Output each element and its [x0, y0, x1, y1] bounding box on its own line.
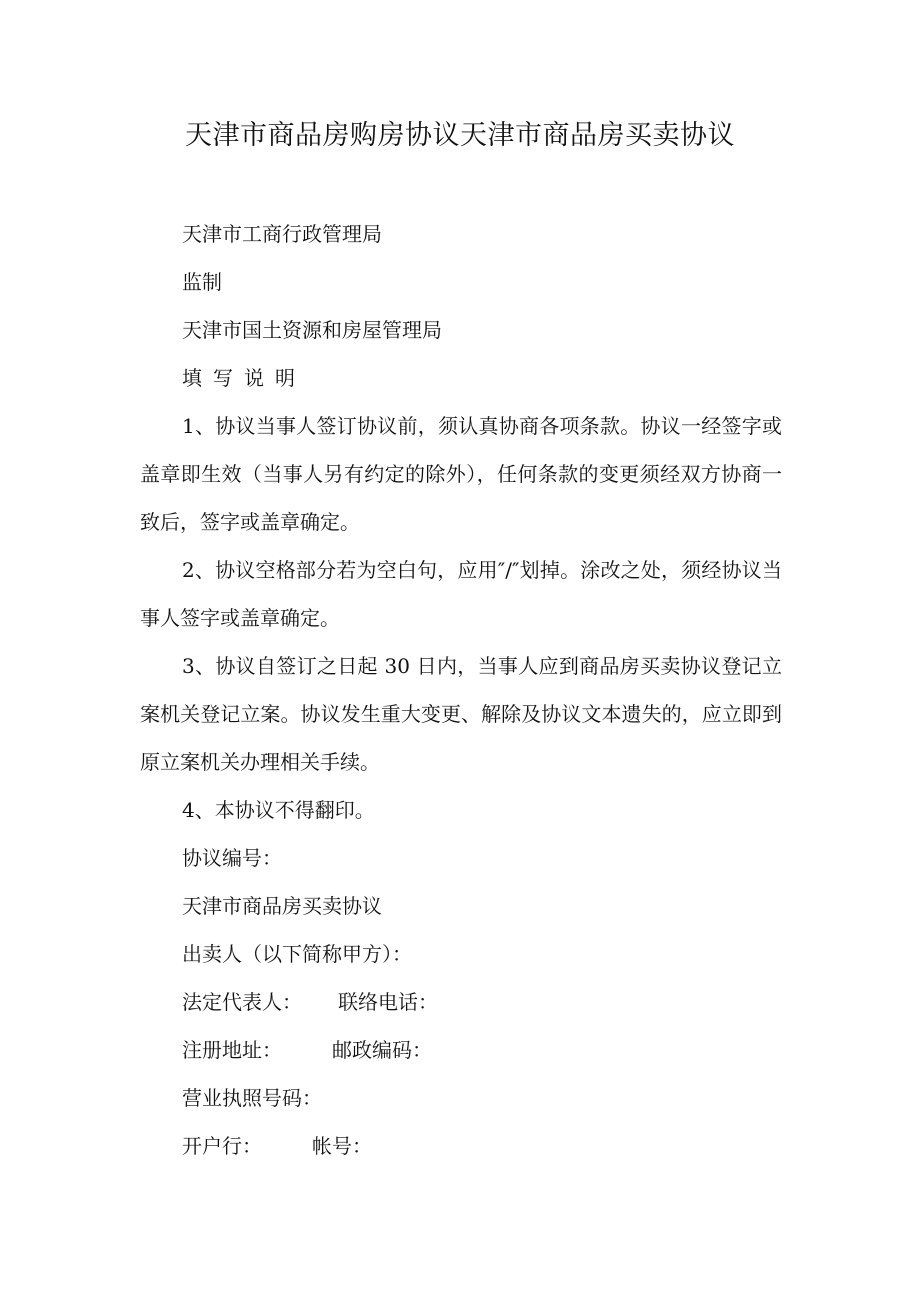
instructions-heading: 填写说明	[182, 366, 306, 390]
postcode-label: 邮政编码：	[332, 1038, 432, 1062]
document-body	[140, 210, 782, 1170]
legal-rep-row	[140, 978, 782, 1026]
bank-label: 开户行：	[182, 1134, 262, 1158]
license-label: 营业执照号码：	[182, 1086, 322, 1110]
issuer-line-2: 监制	[182, 270, 222, 294]
instruction-item-3: 3、协议自签订之日起 30 日内，当事人应到商品房买卖协议登记立案机关登记立案。协议发生重大变更、解除及协议文本遗失的，应立即到原立案机关办理相关手续。	[140, 654, 782, 774]
seller-label: 出卖人（以下简称甲方）：	[182, 942, 412, 966]
phone-label: 联络电话：	[338, 990, 438, 1014]
address-row	[140, 1026, 782, 1074]
instruction-item-4: 4、本协议不得翻印。	[182, 798, 375, 822]
license-row	[140, 1074, 782, 1122]
contract-number-label: 协议编号：	[182, 846, 282, 870]
account-label: 帐号：	[312, 1134, 372, 1158]
bank-row	[140, 1122, 782, 1170]
address-label: 注册地址：	[182, 1038, 282, 1062]
issuer-line-1: 天津市工商行政管理局	[182, 222, 382, 246]
legal-rep-label: 法定代表人：	[182, 990, 302, 1014]
issuer-line-3: 天津市国土资源和房屋管理局	[182, 318, 442, 342]
contract-title: 天津市商品房买卖协议	[182, 894, 382, 918]
document-title: 天津市商品房购房协议天津市商品房买卖协议	[185, 120, 735, 151]
instruction-item-1: 1、协议当事人签订协议前，须认真协商各项条款。协议一经签字或盖章即生效（当事人另有约定的除外），任何条款的变更须经双方协商一致后，签字或盖章确定。	[140, 414, 782, 534]
instruction-item-2: 2、协议空格部分若为空白句，应用″/″划掉。涂改之处，须经协议当事人签字或盖章确定。	[140, 558, 782, 630]
